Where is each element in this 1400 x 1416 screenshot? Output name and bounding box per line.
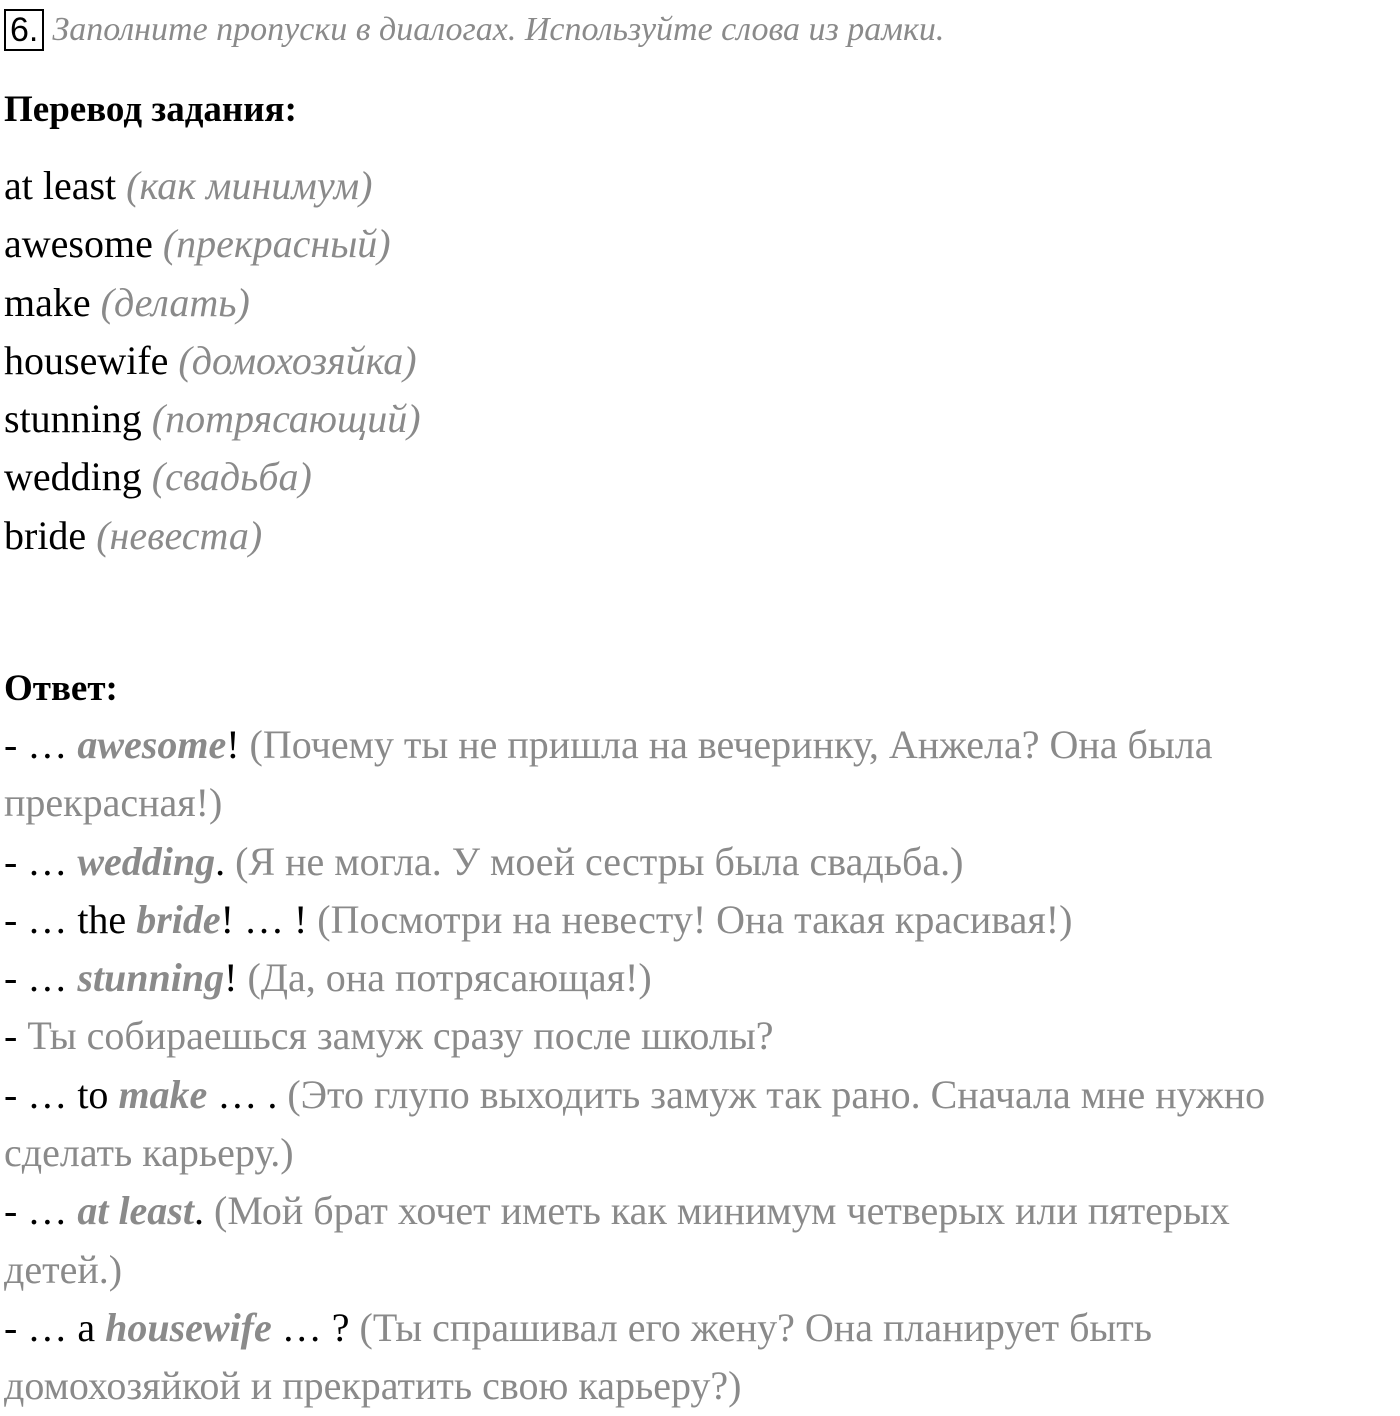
vocab-en: awesome	[4, 221, 153, 267]
vocab-ru: (свадьба)	[151, 454, 312, 500]
answer-title: Ответ:	[4, 668, 118, 709]
vocab-en: make	[4, 279, 91, 325]
vocab-ru: (как минимум)	[126, 163, 373, 208]
answer-list	[4, 716, 1400, 1416]
vocab-en: stunning	[4, 396, 142, 442]
answer-prefix: - …	[4, 722, 78, 767]
vocab-item	[4, 218, 421, 276]
answer-translation: (Ты спрашивал его жену? Она планирует быть	[359, 1304, 1153, 1350]
answer-translation-continued: прекрасная!)	[4, 780, 223, 826]
answer-keyword: make	[118, 1071, 208, 1117]
answer-keyword: bride	[136, 896, 221, 942]
vocab-en: wedding	[4, 454, 142, 500]
vocab-ru: (потрясающий)	[151, 396, 421, 442]
vocab-en: housewife	[4, 337, 169, 383]
answer-line	[4, 949, 1400, 1007]
answer-translation: (Мой брат хочет иметь как минимум четверых или пятерых	[214, 1188, 1230, 1234]
vocab-en: bride	[4, 512, 87, 558]
answer-prefix: - … the	[4, 896, 137, 942]
answer-keyword: wedding	[77, 838, 216, 884]
answer-line	[4, 716, 1400, 774]
vocab-en: at least	[4, 163, 117, 208]
answer-translation: (Посмотри на невесту! Она такая красивая!)	[317, 896, 1073, 942]
vocab-ru: (делать)	[100, 279, 250, 325]
vocab-item	[4, 277, 421, 335]
answer-translation: (Это глупо выходить замуж так рано. Сначала мне нужно	[287, 1071, 1266, 1117]
vocab-item	[4, 510, 421, 568]
answer-translation: (Да, она потрясающая!)	[247, 955, 652, 1001]
answer-prefix: - …	[4, 838, 78, 884]
answer-keyword: at least	[77, 1188, 194, 1234]
answer-suffix: .	[215, 838, 236, 884]
answer-line	[4, 833, 1400, 891]
answer-line	[4, 891, 1400, 949]
answer-keyword: stunning	[77, 955, 225, 1001]
vocab-item	[4, 160, 421, 218]
vocab-list	[4, 160, 421, 568]
answer-prefix: - …	[4, 955, 78, 1001]
answer-translation: (Почему ты не пришла на вечеринку, Анжела? Она была	[249, 722, 1213, 767]
task-header	[4, 6, 944, 54]
vocab-ru: (прекрасный)	[162, 221, 391, 267]
vocab-item	[4, 393, 421, 451]
answer-line	[4, 1182, 1400, 1240]
vocab-item	[4, 451, 421, 509]
answer-prefix: - … to	[4, 1071, 119, 1117]
answer-keyword: housewife	[105, 1304, 272, 1350]
vocab-ru: (невеста)	[96, 512, 263, 558]
answer-translation: (Я не могла. У моей сестры была свадьба.)	[235, 838, 964, 884]
answer-suffix: .	[194, 1188, 214, 1234]
answer-suffix: !	[224, 955, 248, 1001]
answer-suffix: ! … !	[220, 896, 318, 942]
answer-line	[4, 1007, 1400, 1065]
task-number: 6.	[4, 9, 44, 51]
answer-suffix: !	[226, 722, 250, 767]
answer-line	[4, 1066, 1400, 1124]
task-instruction: Заполните пропуски в диалогах. Используйте слова из рамки.	[52, 11, 945, 48]
answer-prefix: - … a	[4, 1304, 106, 1350]
answer-translation-continued: детей.)	[4, 1246, 123, 1292]
answer-line	[4, 1299, 1400, 1357]
answer-dash: -	[4, 1013, 28, 1059]
answer-question: Ты собираешься замуж сразу после школы?	[27, 1013, 774, 1059]
answer-prefix: - …	[4, 1188, 78, 1234]
answer-translation-continued: домохозяйкой и прекратить свою карьеру?)	[4, 1363, 742, 1409]
answer-suffix: … .	[207, 1071, 288, 1117]
answer-translation-continued: сделать карьеру.)	[4, 1130, 294, 1176]
answer-suffix: … ?	[271, 1304, 360, 1350]
translation-title: Перевод задания:	[4, 89, 297, 130]
vocab-item	[4, 335, 421, 393]
answer-keyword: awesome	[77, 722, 227, 767]
vocab-ru: (домохозяйка)	[178, 337, 417, 383]
